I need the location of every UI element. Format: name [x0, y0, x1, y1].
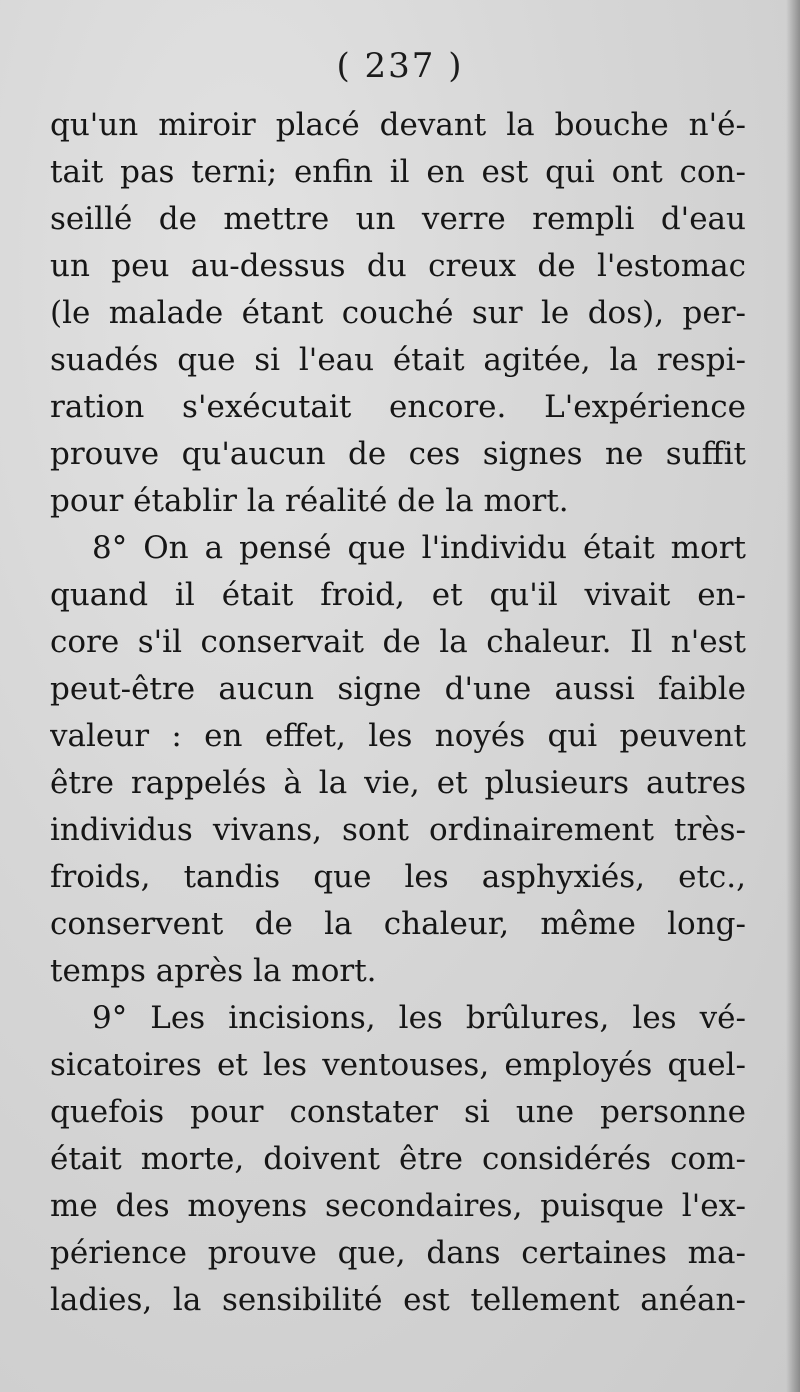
text-line: individus vivans, sont ordinairement très- — [50, 812, 746, 848]
page-number: ( 237 ) — [336, 46, 464, 86]
text-line: ration s'exécutait encore. L'expérience — [50, 389, 746, 425]
text-line: ladies, la sensibilité est tellement anéan- — [50, 1282, 746, 1318]
text-line: qu'un miroir placé devant la bouche n'é- — [50, 107, 746, 143]
page-edge-shadow — [786, 0, 800, 1392]
text-line: suadés que si l'eau était agitée, la respi- — [50, 342, 746, 378]
text-line: quand il était froid, et qu'il vivait en- — [50, 577, 746, 613]
text-line: (le malade étant couché sur le dos), per- — [50, 295, 746, 331]
text-line: valeur : en effet, les noyés qui peuvent — [50, 718, 746, 754]
text-line: tait pas terni; enfin il en est qui ont con- — [50, 154, 746, 190]
body-text — [50, 102, 746, 1324]
text-line: froids, tandis que les asphyxiés, etc., — [50, 859, 746, 895]
text-line: sicatoires et les ventouses, employés quel- — [50, 1047, 746, 1083]
text-line: peut-être aucun signe d'une aussi faible — [50, 671, 746, 707]
text-line: prouve qu'aucun de ces signes ne suffit — [50, 436, 746, 472]
text-line: 9° Les incisions, les brûlures, les vé- — [92, 1000, 746, 1036]
text-line: quefois pour constater si une personne — [50, 1094, 746, 1130]
text-line: un peu au-dessus du creux de l'estomac — [50, 248, 746, 284]
text-line: 8° On a pensé que l'individu était mort — [92, 530, 746, 566]
text-line: périence prouve que, dans certaines ma- — [50, 1235, 746, 1271]
text-line: être rappelés à la vie, et plusieurs autres — [50, 765, 746, 801]
text-line: temps après la mort. — [50, 953, 377, 989]
text-line: core s'il conservait de la chaleur. Il n'est — [50, 624, 746, 660]
text-line: seillé de mettre un verre rempli d'eau — [50, 201, 746, 237]
text-line: conservent de la chaleur, même long- — [50, 906, 746, 942]
text-line: était morte, doivent être considérés com- — [50, 1141, 746, 1177]
text-line: me des moyens secondaires, puisque l'ex- — [50, 1188, 746, 1224]
text-line: pour établir la réalité de la mort. — [50, 483, 569, 519]
